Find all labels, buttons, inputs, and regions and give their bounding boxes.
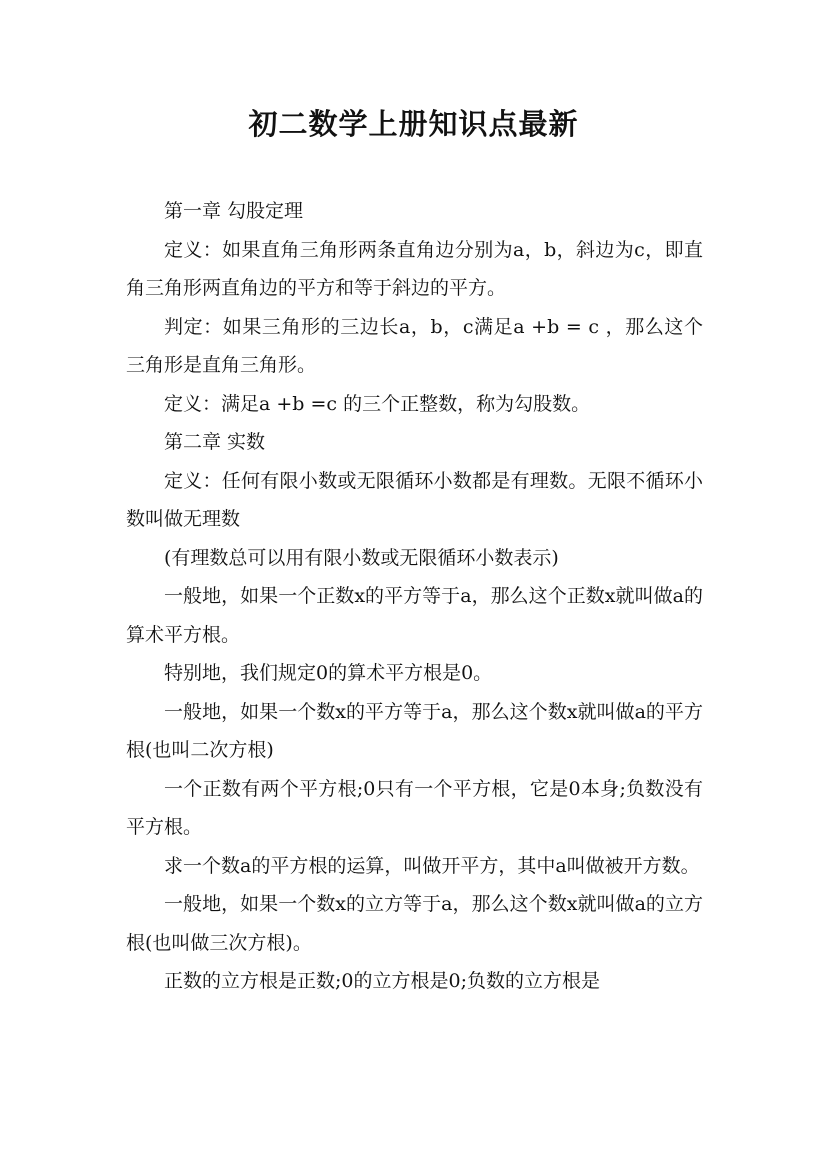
paragraph: 一个正数有两个平方根;0只有一个平方根，它是0本身;负数没有平方根。 — [126, 777, 703, 838]
paragraph: 一般地，如果一个数x的平方等于a，那么这个数x就叫做a的平方根(也叫二次方根) — [126, 700, 703, 761]
paragraph: (有理数总可以用有限小数或无限循环小数表示) — [164, 546, 559, 569]
paragraph: 定义：任何有限小数或无限循环小数都是有理数。无限不循环小数叫做无理数 — [126, 469, 703, 530]
page-title: 初二数学上册知识点最新 — [248, 107, 579, 141]
paragraph: 求一个数a的平方根的运算，叫做开平方，其中a叫做被开方数。 — [164, 854, 700, 877]
document-body — [126, 192, 703, 1001]
paragraph: 判定：如果三角形的三边长a，b，c满足a +b = c ，那么这个三角形是直角三角形。 — [126, 315, 703, 376]
paragraph: 一般地，如果一个正数x的平方等于a，那么这个正数x就叫做a的算术平方根。 — [126, 585, 703, 646]
paragraph: 一般地，如果一个数x的立方等于a，那么这个数x就叫做a的立方根(也叫做三次方根)。 — [126, 893, 703, 954]
paragraph: 定义：满足a +b =c 的三个正整数，称为勾股数。 — [164, 392, 591, 415]
chapter-heading: 第二章 实数 — [164, 431, 266, 453]
paragraph: 定义：如果直角三角形两条直角边分别为a，b，斜边为c，即直角三角形两直角边的平方和等于斜边的平方。 — [126, 238, 703, 299]
paragraph: 特别地，我们规定0的算术平方根是0。 — [164, 662, 493, 684]
paragraph: 正数的立方根是正数;0的立方根是0;负数的立方根是 — [164, 970, 600, 992]
chapter-heading: 第一章 勾股定理 — [164, 200, 304, 222]
